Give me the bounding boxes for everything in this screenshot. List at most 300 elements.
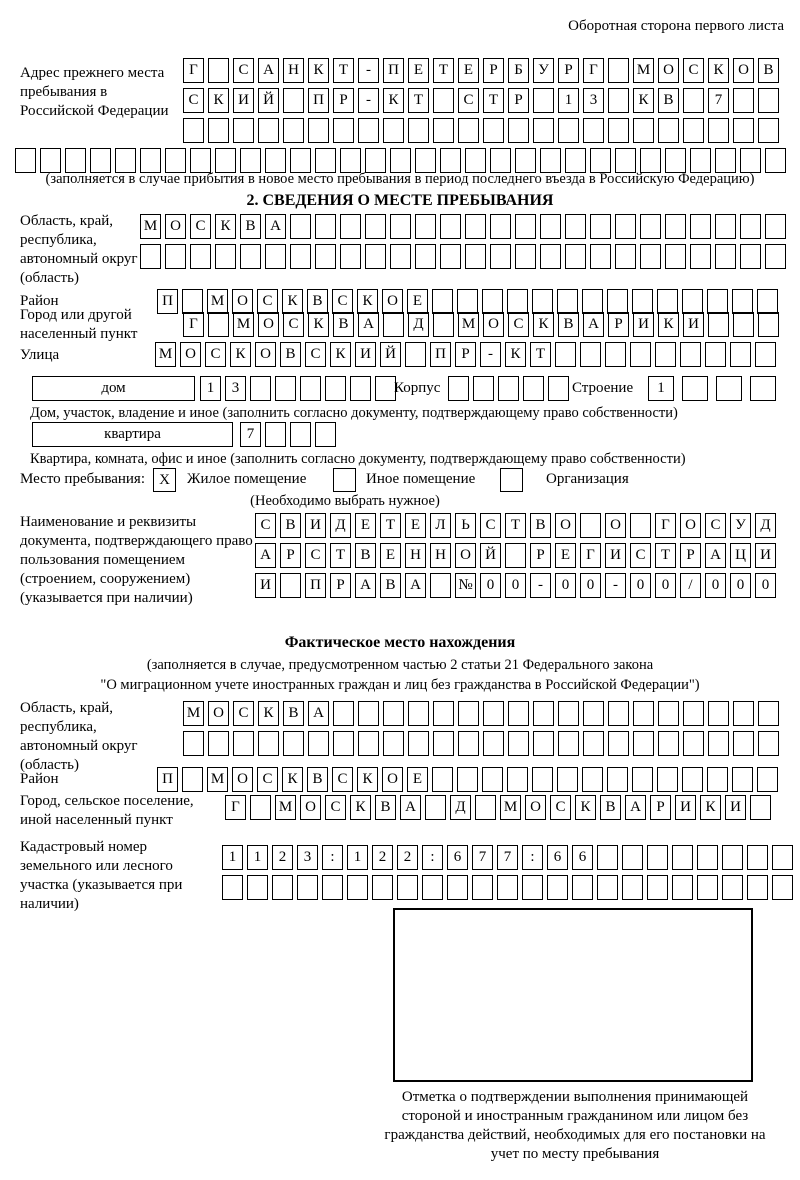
- char-cell[interactable]: [290, 244, 311, 269]
- char-cell[interactable]: [425, 795, 446, 820]
- char-cell[interactable]: [340, 148, 361, 173]
- char-cell[interactable]: [383, 731, 404, 756]
- char-cell[interactable]: [540, 214, 561, 239]
- char-cell[interactable]: С: [205, 342, 226, 367]
- char-cell[interactable]: -: [605, 573, 626, 598]
- char-cell[interactable]: [333, 701, 354, 726]
- char-cell[interactable]: [705, 342, 726, 367]
- char-cell[interactable]: М: [183, 701, 204, 726]
- char-cell[interactable]: [583, 731, 604, 756]
- char-cell[interactable]: -: [530, 573, 551, 598]
- char-cell[interactable]: 7: [708, 88, 729, 113]
- char-cell[interactable]: Д: [755, 513, 776, 538]
- char-cell[interactable]: [482, 767, 503, 792]
- char-cell[interactable]: [322, 875, 343, 900]
- char-cell[interactable]: С: [705, 513, 726, 538]
- char-cell[interactable]: [758, 701, 779, 726]
- char-cell[interactable]: [757, 767, 778, 792]
- char-cell[interactable]: [715, 148, 736, 173]
- char-cell[interactable]: [608, 118, 629, 143]
- char-cell[interactable]: [283, 118, 304, 143]
- char-cell[interactable]: [408, 118, 429, 143]
- char-cell[interactable]: В: [280, 513, 301, 538]
- char-cell[interactable]: [590, 244, 611, 269]
- char-cell[interactable]: [707, 289, 728, 314]
- char-cell[interactable]: [358, 731, 379, 756]
- char-cell[interactable]: [765, 214, 786, 239]
- char-cell[interactable]: [333, 118, 354, 143]
- char-cell[interactable]: [580, 513, 601, 538]
- char-cell[interactable]: О: [300, 795, 321, 820]
- char-cell[interactable]: [540, 244, 561, 269]
- char-cell[interactable]: [490, 148, 511, 173]
- char-cell[interactable]: С: [183, 88, 204, 113]
- char-cell[interactable]: [240, 244, 261, 269]
- char-cell[interactable]: [472, 875, 493, 900]
- char-cell[interactable]: С: [325, 795, 346, 820]
- char-cell[interactable]: А: [308, 701, 329, 726]
- char-cell[interactable]: Т: [655, 543, 676, 568]
- char-cell[interactable]: Т: [408, 88, 429, 113]
- char-cell[interactable]: [365, 148, 386, 173]
- char-cell[interactable]: С: [630, 543, 651, 568]
- char-cell[interactable]: [40, 148, 61, 173]
- char-cell[interactable]: [383, 701, 404, 726]
- char-cell[interactable]: [665, 244, 686, 269]
- char-cell[interactable]: [222, 875, 243, 900]
- char-cell[interactable]: [683, 701, 704, 726]
- char-cell[interactable]: [758, 312, 779, 337]
- char-cell[interactable]: :: [322, 845, 343, 870]
- char-cell[interactable]: Г: [183, 312, 204, 337]
- char-cell[interactable]: -: [358, 88, 379, 113]
- char-cell[interactable]: [265, 148, 286, 173]
- char-cell[interactable]: [708, 118, 729, 143]
- char-cell[interactable]: Г: [183, 58, 204, 83]
- char-cell[interactable]: [640, 244, 661, 269]
- char-cell[interactable]: [115, 148, 136, 173]
- char-cell[interactable]: А: [405, 573, 426, 598]
- char-cell[interactable]: [740, 244, 761, 269]
- char-cell[interactable]: [358, 118, 379, 143]
- char-cell[interactable]: [208, 58, 229, 83]
- char-cell[interactable]: И: [725, 795, 746, 820]
- char-cell[interactable]: [365, 244, 386, 269]
- char-cell[interactable]: С: [190, 214, 211, 239]
- char-cell[interactable]: К: [658, 312, 679, 337]
- char-cell[interactable]: [315, 422, 336, 447]
- char-cell[interactable]: Р: [558, 58, 579, 83]
- char-cell[interactable]: :: [422, 845, 443, 870]
- char-cell[interactable]: [758, 731, 779, 756]
- char-cell[interactable]: [383, 312, 404, 337]
- char-cell[interactable]: Т: [505, 513, 526, 538]
- char-cell[interactable]: В: [307, 289, 328, 314]
- char-cell[interactable]: Г: [580, 543, 601, 568]
- char-cell[interactable]: К: [505, 342, 526, 367]
- char-cell[interactable]: 0: [480, 573, 501, 598]
- char-cell[interactable]: [572, 875, 593, 900]
- char-cell[interactable]: [680, 342, 701, 367]
- char-cell[interactable]: [140, 244, 161, 269]
- char-cell[interactable]: [265, 422, 286, 447]
- char-cell[interactable]: 7: [472, 845, 493, 870]
- char-cell[interactable]: [358, 701, 379, 726]
- char-cell[interactable]: С: [233, 701, 254, 726]
- char-cell[interactable]: Р: [608, 312, 629, 337]
- char-cell[interactable]: К: [215, 214, 236, 239]
- char-cell[interactable]: И: [633, 312, 654, 337]
- char-cell[interactable]: К: [708, 58, 729, 83]
- char-cell[interactable]: 3: [297, 845, 318, 870]
- char-cell[interactable]: [507, 767, 528, 792]
- char-cell[interactable]: [640, 214, 661, 239]
- char-cell[interactable]: [250, 795, 271, 820]
- char-cell[interactable]: М: [275, 795, 296, 820]
- stay-type-checkbox-residential[interactable]: X: [153, 468, 176, 492]
- char-cell[interactable]: [733, 88, 754, 113]
- char-cell[interactable]: М: [458, 312, 479, 337]
- char-cell[interactable]: [683, 731, 704, 756]
- char-cell[interactable]: Н: [283, 58, 304, 83]
- char-cell[interactable]: [582, 767, 603, 792]
- char-cell[interactable]: П: [308, 88, 329, 113]
- char-cell[interactable]: [433, 312, 454, 337]
- char-cell[interactable]: И: [233, 88, 254, 113]
- char-cell[interactable]: 1: [247, 845, 268, 870]
- char-cell[interactable]: Р: [333, 88, 354, 113]
- char-cell[interactable]: [165, 148, 186, 173]
- char-cell[interactable]: О: [555, 513, 576, 538]
- char-cell[interactable]: 1: [347, 845, 368, 870]
- char-cell[interactable]: Т: [483, 88, 504, 113]
- char-cell[interactable]: К: [308, 312, 329, 337]
- char-cell[interactable]: [747, 845, 768, 870]
- char-cell[interactable]: В: [283, 701, 304, 726]
- char-cell[interactable]: А: [255, 543, 276, 568]
- char-cell[interactable]: [672, 875, 693, 900]
- char-cell[interactable]: [215, 148, 236, 173]
- char-cell[interactable]: К: [350, 795, 371, 820]
- char-cell[interactable]: [558, 701, 579, 726]
- char-cell[interactable]: В: [380, 573, 401, 598]
- char-cell[interactable]: [483, 118, 504, 143]
- char-cell[interactable]: П: [383, 58, 404, 83]
- stay-type-checkbox-organization[interactable]: [500, 468, 523, 492]
- char-cell[interactable]: [558, 118, 579, 143]
- char-cell[interactable]: О: [455, 543, 476, 568]
- char-cell[interactable]: [490, 244, 511, 269]
- char-cell[interactable]: Й: [380, 342, 401, 367]
- char-cell[interactable]: А: [583, 312, 604, 337]
- char-cell[interactable]: [515, 148, 536, 173]
- char-cell[interactable]: Е: [407, 289, 428, 314]
- char-cell[interactable]: [315, 244, 336, 269]
- char-cell[interactable]: [433, 731, 454, 756]
- char-cell[interactable]: Ц: [730, 543, 751, 568]
- char-cell[interactable]: [458, 731, 479, 756]
- char-cell[interactable]: Т: [433, 58, 454, 83]
- char-cell[interactable]: [465, 148, 486, 173]
- char-cell[interactable]: Р: [483, 58, 504, 83]
- char-cell[interactable]: У: [730, 513, 751, 538]
- char-cell[interactable]: Й: [480, 543, 501, 568]
- char-cell[interactable]: [615, 214, 636, 239]
- char-cell[interactable]: [272, 875, 293, 900]
- char-cell[interactable]: [208, 731, 229, 756]
- char-cell[interactable]: [633, 118, 654, 143]
- char-cell[interactable]: [508, 701, 529, 726]
- char-cell[interactable]: [765, 244, 786, 269]
- char-cell[interactable]: К: [208, 88, 229, 113]
- char-cell[interactable]: [533, 88, 554, 113]
- char-cell[interactable]: М: [155, 342, 176, 367]
- char-cell[interactable]: [732, 767, 753, 792]
- char-cell[interactable]: 0: [755, 573, 776, 598]
- char-cell[interactable]: В: [355, 543, 376, 568]
- char-cell[interactable]: [765, 148, 786, 173]
- char-cell[interactable]: [608, 88, 629, 113]
- char-cell[interactable]: О: [165, 214, 186, 239]
- char-cell[interactable]: [265, 244, 286, 269]
- char-cell[interactable]: Т: [530, 342, 551, 367]
- char-cell[interactable]: [597, 845, 618, 870]
- char-cell[interactable]: Е: [458, 58, 479, 83]
- char-cell[interactable]: [433, 118, 454, 143]
- char-cell[interactable]: [722, 845, 743, 870]
- char-cell[interactable]: [533, 118, 554, 143]
- char-cell[interactable]: [665, 214, 686, 239]
- char-cell[interactable]: [375, 376, 396, 401]
- char-cell[interactable]: [90, 148, 111, 173]
- char-cell[interactable]: О: [258, 312, 279, 337]
- char-cell[interactable]: [190, 244, 211, 269]
- char-cell[interactable]: [733, 701, 754, 726]
- char-cell[interactable]: С: [550, 795, 571, 820]
- char-cell[interactable]: [507, 289, 528, 314]
- char-cell[interactable]: С: [508, 312, 529, 337]
- char-cell[interactable]: [483, 701, 504, 726]
- char-cell[interactable]: Н: [430, 543, 451, 568]
- char-cell[interactable]: 1: [648, 376, 674, 401]
- char-cell[interactable]: А: [400, 795, 421, 820]
- char-cell[interactable]: [183, 731, 204, 756]
- char-cell[interactable]: [258, 731, 279, 756]
- char-cell[interactable]: В: [280, 342, 301, 367]
- char-cell[interactable]: Р: [508, 88, 529, 113]
- char-cell[interactable]: [547, 875, 568, 900]
- char-cell[interactable]: [333, 731, 354, 756]
- char-cell[interactable]: [708, 731, 729, 756]
- char-cell[interactable]: [772, 875, 793, 900]
- char-cell[interactable]: [716, 376, 742, 401]
- char-cell[interactable]: [250, 376, 271, 401]
- char-cell[interactable]: Е: [555, 543, 576, 568]
- char-cell[interactable]: [697, 845, 718, 870]
- char-cell[interactable]: [440, 148, 461, 173]
- char-cell[interactable]: [630, 513, 651, 538]
- char-cell[interactable]: К: [330, 342, 351, 367]
- char-cell[interactable]: [750, 376, 776, 401]
- char-cell[interactable]: [498, 376, 519, 401]
- char-cell[interactable]: В: [240, 214, 261, 239]
- char-cell[interactable]: [290, 214, 311, 239]
- char-cell[interactable]: С: [257, 767, 278, 792]
- char-cell[interactable]: В: [307, 767, 328, 792]
- char-cell[interactable]: [283, 731, 304, 756]
- char-cell[interactable]: /: [680, 573, 701, 598]
- char-cell[interactable]: П: [305, 573, 326, 598]
- char-cell[interactable]: [708, 701, 729, 726]
- char-cell[interactable]: П: [157, 289, 178, 314]
- char-cell[interactable]: 2: [272, 845, 293, 870]
- char-cell[interactable]: [465, 214, 486, 239]
- char-cell[interactable]: [632, 767, 653, 792]
- char-cell[interactable]: [690, 244, 711, 269]
- char-cell[interactable]: [733, 312, 754, 337]
- char-cell[interactable]: [557, 767, 578, 792]
- char-cell[interactable]: [408, 701, 429, 726]
- char-cell[interactable]: [397, 875, 418, 900]
- char-cell[interactable]: С: [233, 58, 254, 83]
- char-cell[interactable]: [607, 289, 628, 314]
- char-cell[interactable]: К: [282, 289, 303, 314]
- stay-type-checkbox-other[interactable]: [333, 468, 356, 492]
- char-cell[interactable]: [750, 795, 771, 820]
- char-cell[interactable]: Е: [407, 767, 428, 792]
- char-cell[interactable]: :: [522, 845, 543, 870]
- char-cell[interactable]: [632, 289, 653, 314]
- char-cell[interactable]: [658, 118, 679, 143]
- char-cell[interactable]: [183, 118, 204, 143]
- char-cell[interactable]: [590, 148, 611, 173]
- char-cell[interactable]: В: [558, 312, 579, 337]
- char-cell[interactable]: [340, 214, 361, 239]
- char-cell[interactable]: [633, 731, 654, 756]
- char-cell[interactable]: С: [305, 342, 326, 367]
- char-cell[interactable]: К: [282, 767, 303, 792]
- char-cell[interactable]: [340, 244, 361, 269]
- char-cell[interactable]: [607, 767, 628, 792]
- char-cell[interactable]: В: [375, 795, 396, 820]
- char-cell[interactable]: [165, 244, 186, 269]
- char-cell[interactable]: [190, 148, 211, 173]
- char-cell[interactable]: [465, 244, 486, 269]
- char-cell[interactable]: [483, 731, 504, 756]
- char-cell[interactable]: А: [355, 573, 376, 598]
- char-cell[interactable]: [630, 342, 651, 367]
- char-cell[interactable]: [290, 148, 311, 173]
- char-cell[interactable]: К: [230, 342, 251, 367]
- char-cell[interactable]: [433, 701, 454, 726]
- char-cell[interactable]: М: [207, 289, 228, 314]
- char-cell[interactable]: [532, 289, 553, 314]
- char-cell[interactable]: [758, 118, 779, 143]
- char-cell[interactable]: О: [232, 289, 253, 314]
- char-cell[interactable]: 0: [505, 573, 526, 598]
- char-cell[interactable]: [365, 214, 386, 239]
- char-cell[interactable]: [605, 342, 626, 367]
- char-cell[interactable]: А: [265, 214, 286, 239]
- char-cell[interactable]: [583, 118, 604, 143]
- char-cell[interactable]: Е: [380, 543, 401, 568]
- char-cell[interactable]: Д: [408, 312, 429, 337]
- char-cell[interactable]: [683, 88, 704, 113]
- char-cell[interactable]: [390, 148, 411, 173]
- char-cell[interactable]: С: [480, 513, 501, 538]
- char-cell[interactable]: [683, 118, 704, 143]
- char-cell[interactable]: Р: [455, 342, 476, 367]
- char-cell[interactable]: 6: [547, 845, 568, 870]
- char-cell[interactable]: В: [758, 58, 779, 83]
- char-cell[interactable]: [672, 845, 693, 870]
- char-cell[interactable]: [280, 573, 301, 598]
- char-cell[interactable]: У: [533, 58, 554, 83]
- char-cell[interactable]: [622, 845, 643, 870]
- char-cell[interactable]: [497, 875, 518, 900]
- char-cell[interactable]: [633, 701, 654, 726]
- char-cell[interactable]: 0: [655, 573, 676, 598]
- char-cell[interactable]: [240, 148, 261, 173]
- char-cell[interactable]: [740, 148, 761, 173]
- char-cell[interactable]: [722, 875, 743, 900]
- char-cell[interactable]: Л: [430, 513, 451, 538]
- char-cell[interactable]: №: [455, 573, 476, 598]
- char-cell[interactable]: [647, 875, 668, 900]
- char-cell[interactable]: К: [533, 312, 554, 337]
- char-cell[interactable]: [275, 376, 296, 401]
- char-cell[interactable]: [647, 845, 668, 870]
- char-cell[interactable]: К: [575, 795, 596, 820]
- char-cell[interactable]: [772, 845, 793, 870]
- char-cell[interactable]: 2: [372, 845, 393, 870]
- char-cell[interactable]: Г: [655, 513, 676, 538]
- char-cell[interactable]: О: [605, 513, 626, 538]
- char-cell[interactable]: [740, 214, 761, 239]
- char-cell[interactable]: [432, 289, 453, 314]
- char-cell[interactable]: [440, 214, 461, 239]
- char-cell[interactable]: [233, 118, 254, 143]
- char-cell[interactable]: Е: [408, 58, 429, 83]
- char-cell[interactable]: [558, 731, 579, 756]
- char-cell[interactable]: [682, 376, 708, 401]
- char-cell[interactable]: [432, 767, 453, 792]
- char-cell[interactable]: О: [733, 58, 754, 83]
- char-cell[interactable]: В: [658, 88, 679, 113]
- char-cell[interactable]: Г: [583, 58, 604, 83]
- char-cell[interactable]: 1: [200, 376, 221, 401]
- char-cell[interactable]: [655, 342, 676, 367]
- char-cell[interactable]: И: [683, 312, 704, 337]
- char-cell[interactable]: [422, 875, 443, 900]
- char-cell[interactable]: [565, 148, 586, 173]
- char-cell[interactable]: Р: [280, 543, 301, 568]
- char-cell[interactable]: [757, 289, 778, 314]
- char-cell[interactable]: [615, 148, 636, 173]
- char-cell[interactable]: О: [232, 767, 253, 792]
- char-cell[interactable]: 6: [447, 845, 468, 870]
- char-cell[interactable]: [758, 88, 779, 113]
- char-cell[interactable]: Б: [508, 58, 529, 83]
- char-cell[interactable]: [565, 244, 586, 269]
- char-cell[interactable]: [347, 875, 368, 900]
- char-cell[interactable]: [372, 875, 393, 900]
- char-cell[interactable]: [457, 289, 478, 314]
- char-cell[interactable]: Р: [330, 573, 351, 598]
- char-cell[interactable]: [65, 148, 86, 173]
- char-cell[interactable]: [383, 118, 404, 143]
- char-cell[interactable]: [697, 875, 718, 900]
